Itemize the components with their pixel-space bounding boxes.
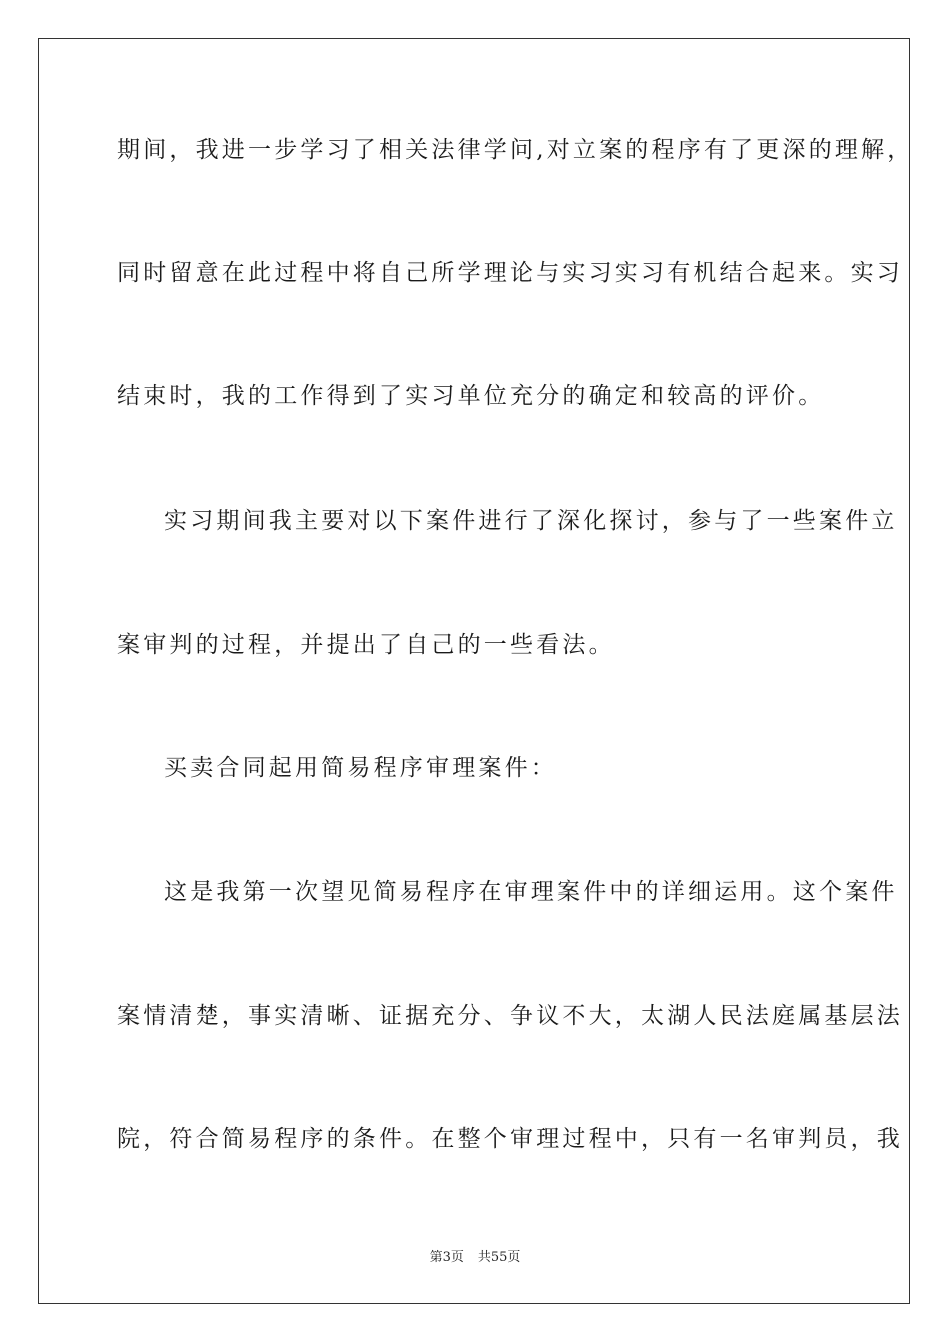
page-total: 共55页 <box>477 1250 521 1265</box>
body-text-line: 同时留意在此过程中将自己所学理论与实习实习有机结合起来。实习 <box>117 260 903 286</box>
body-text-line: 案情清楚，事实清晰、证据充分、争议不大，太湖人民法庭属基层法 <box>117 1003 903 1029</box>
body-text-line: 院，符合简易程序的条件。在整个审理过程中，只有一名审判员，我 <box>117 1126 903 1152</box>
paragraph-first-line: 这是我第一次望见简易程序在审理案件中的详细运用。这个案件 <box>164 879 898 905</box>
body-text-line: 期间，我进一步学习了相关法律学问,对立案的程序有了更深的理解， <box>117 137 914 163</box>
body-text-line: 案审判的过程，并提出了自己的一些看法。 <box>117 632 615 658</box>
page-number: 第3页 <box>429 1250 464 1265</box>
paragraph-first-line: 实习期间我主要对以下案件进行了深化探讨，参与了一些案件立 <box>164 508 898 534</box>
page-border <box>38 38 914 1304</box>
page-footer <box>0 1246 950 1265</box>
body-text-line: 结束时，我的工作得到了实习单位充分的确定和较高的评价。 <box>117 383 825 409</box>
section-heading: 买卖合同起用简易程序审理案件： <box>164 755 557 781</box>
